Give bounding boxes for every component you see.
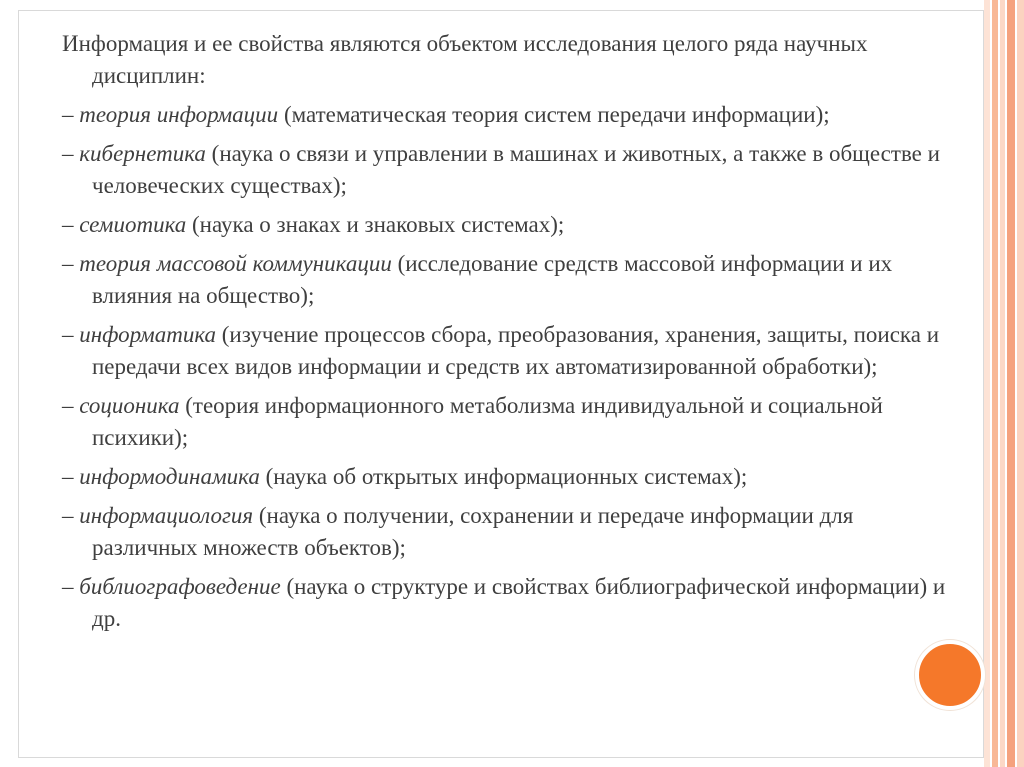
dash: –: [62, 251, 80, 276]
dash: –: [62, 212, 80, 237]
discipline-term: теория информации: [79, 102, 279, 127]
list-item: [62, 209, 962, 241]
dash: –: [62, 393, 80, 418]
discipline-description: (наука о связи и управлении в машинах и животных, а также в обществе и человеческих существах);: [92, 141, 940, 198]
discipline-description: (наука об открытых информационных системах);: [259, 464, 748, 489]
discipline-description: (изучение процессов сбора, преобразования, хранения, защиты, поиска и передачи всех видов информации и средств их автоматизированной обработки);: [92, 322, 940, 379]
list-item: [62, 99, 962, 131]
discipline-description: (исследование средств массовой информации и их влияния на общество);: [92, 251, 893, 308]
discipline-term: библиографоведение: [79, 574, 281, 599]
list-item: [62, 461, 962, 493]
discipline-description: (математическая теория систем передачи информации);: [278, 102, 830, 127]
list-item: [62, 138, 962, 202]
discipline-term: информатика: [79, 322, 217, 347]
discipline-term: теория массовой коммуникации: [79, 251, 392, 276]
discipline-description: (теория информационного метаболизма индивидуальной и социальной психики);: [92, 393, 883, 450]
discipline-description: (наука о получении, сохранении и передаче информации для различных множеств объектов);: [92, 503, 854, 560]
discipline-term: соционика: [79, 393, 180, 418]
discipline-term: семиотика: [79, 212, 187, 237]
stripe-1: [984, 0, 990, 767]
stripe-5: [1017, 0, 1024, 767]
dash: –: [62, 574, 80, 599]
stripe-3: [1000, 0, 1005, 767]
discipline-description: (наука о знаках и знаковых системах);: [186, 212, 565, 237]
list-item: [62, 248, 962, 312]
list-item: [62, 390, 962, 454]
dash: –: [62, 322, 80, 347]
intro-paragraph: Информация и ее свойства являются объектом исследования целого ряда научных дисциплин:: [62, 31, 868, 88]
dash: –: [62, 464, 80, 489]
decorative-orange-circle: [915, 640, 985, 710]
discipline-term: кибернетика: [79, 141, 206, 166]
dash: –: [62, 102, 80, 127]
stripe-2: [992, 0, 998, 767]
slide-body: [62, 28, 962, 642]
list-item: [62, 500, 962, 564]
discipline-description: (наука о структуре и свойствах библиографической информации) и др.: [92, 574, 946, 631]
dash: –: [62, 141, 80, 166]
list-item: [62, 319, 962, 383]
list-item: [62, 571, 962, 635]
discipline-term: информациология: [79, 503, 254, 528]
stripe-4: [1007, 0, 1015, 767]
discipline-term: информодинамика: [79, 464, 260, 489]
decorative-stripes: [984, 0, 1024, 767]
dash: –: [62, 503, 80, 528]
